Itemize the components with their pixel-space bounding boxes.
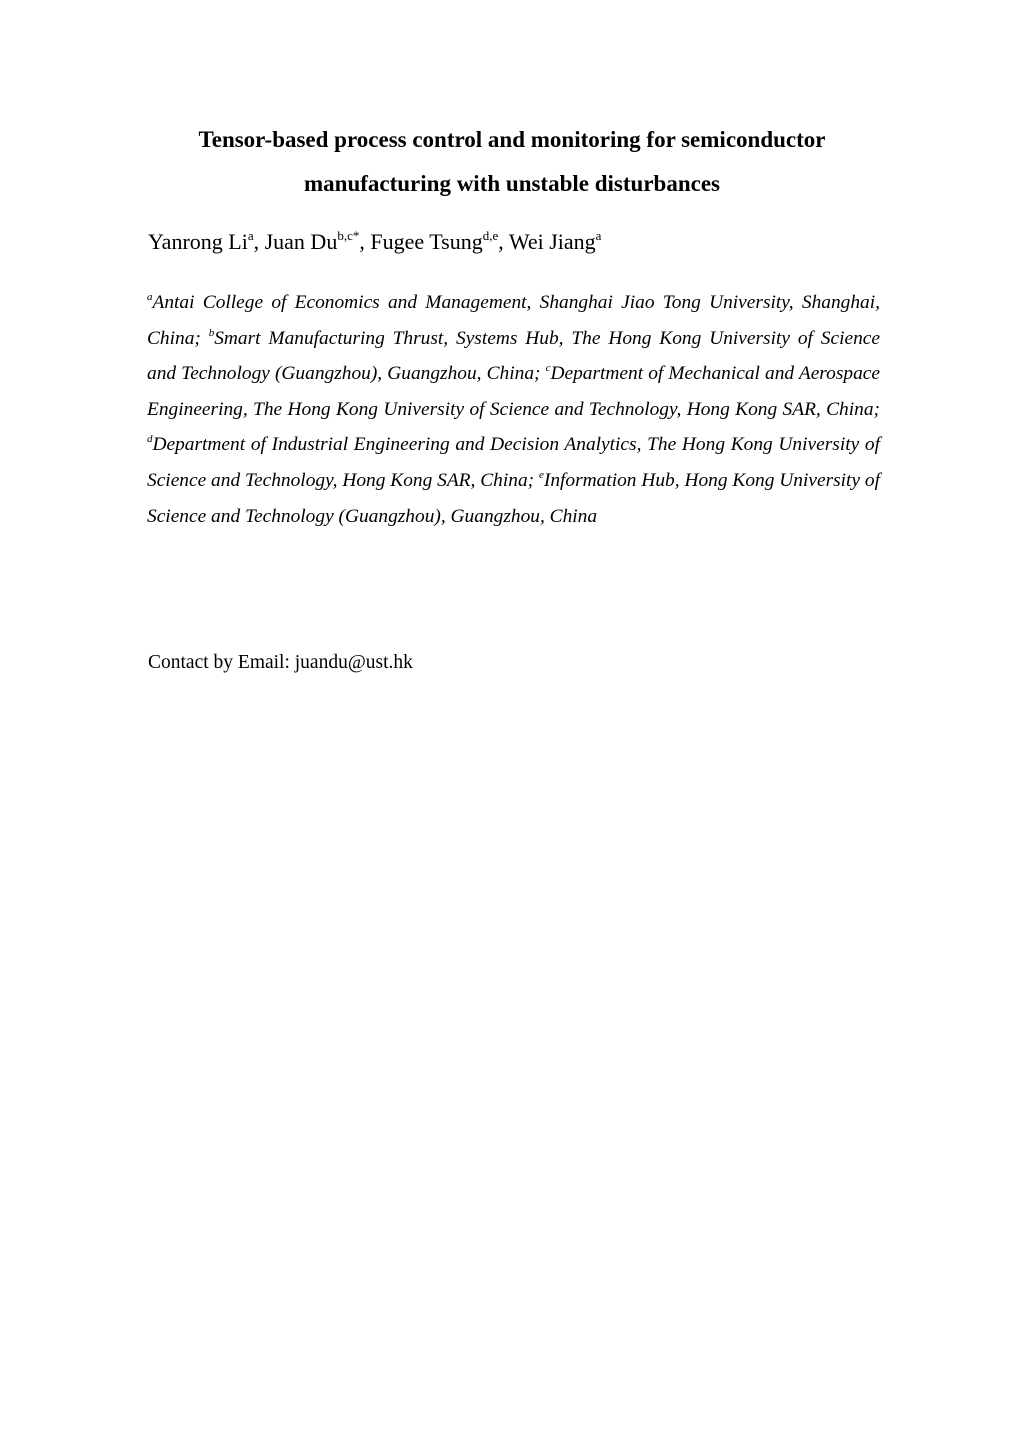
affiliation-mark: b [208,326,215,339]
affiliation-mark: c [545,362,551,375]
affiliations-block [147,285,880,534]
author-affiliation-mark: b,c* [337,228,360,243]
author-separator: , [359,229,371,254]
author-name: Juan Du [264,229,338,254]
author-separator: , [498,229,509,254]
affiliation-text: Department of Mechanical and Aerospace Engineering, The Hong Kong University of Science and Technology, Hong Kong SAR, China; [147,363,880,420]
author-affiliation-mark: a [595,228,602,243]
author-affiliation-mark: d,e [482,228,499,243]
affiliation-mark: e [538,468,544,481]
paper-title [140,118,884,206]
affiliation-text: Information Hub, Hong Kong University of Science and Technology (Guangzhou), Guangzhou, China [147,469,880,527]
author-name: Yanrong Li [148,229,248,254]
title-line-1: Tensor-based process control and monitoring for semiconductor [198,127,826,152]
author-name: Wei Jiang [508,229,596,254]
contact-email: Contact by Email: juandu@ust.hk [148,652,413,673]
affiliation-text: Department of Industrial Engineering and Decision Analytics, The Hong Kong University of Science and Technology, Hong Kong SAR, China; [147,434,880,491]
author-separator: , [253,229,265,254]
author-list [148,226,601,258]
author-name: Fugee Tsung [370,229,483,254]
title-line-2: manufacturing with unstable disturbances [304,171,720,196]
affiliation-text: Smart Manufacturing Thrust, Systems Hub, The Hong Kong University of Science and Technology (Guangzhou), Guangzhou, China; [147,327,880,385]
affiliation-mark: a [147,291,153,303]
affiliation-mark: d [147,433,153,446]
author-affiliation-mark: a [247,228,254,243]
affiliation-text: Antai College of Economics and Management, Shanghai Jiao Tong University, Shanghai, China; [147,292,880,349]
